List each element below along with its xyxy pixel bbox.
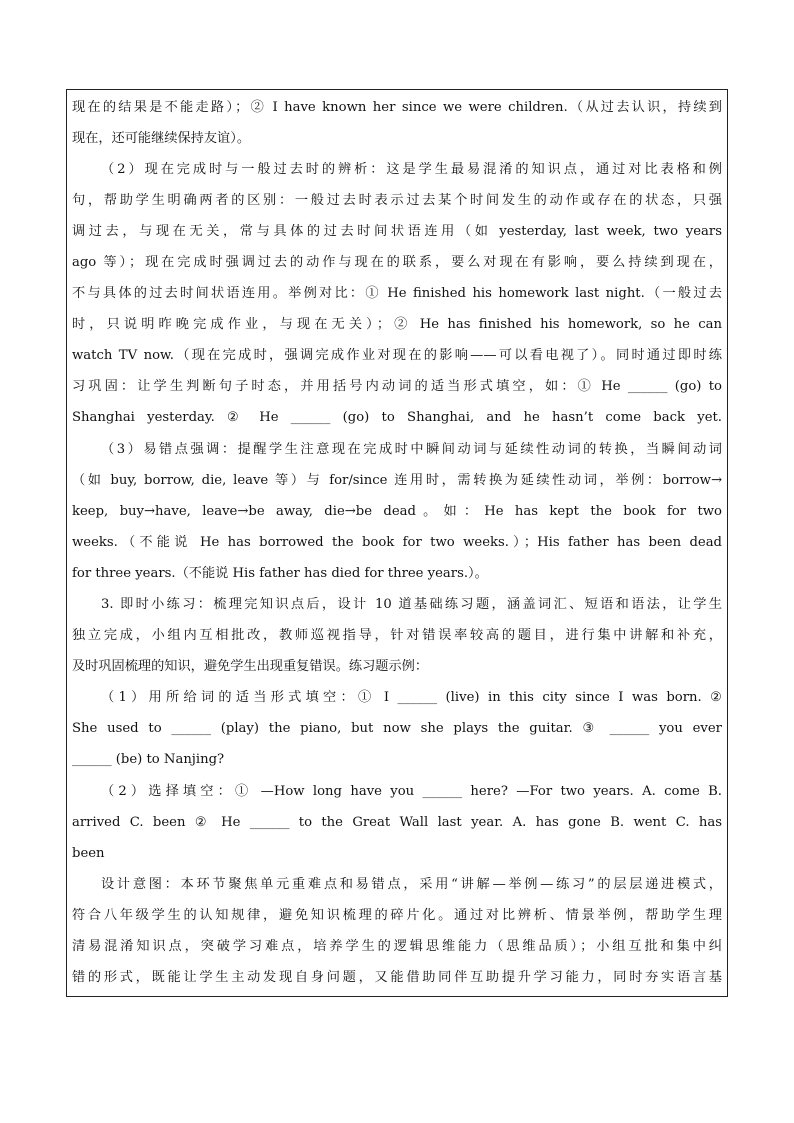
text-line-9: watch TV now.（现在完成时，强调完成作业对现在的影响——可以看电视了）。同时通过即时练	[72, 348, 722, 363]
text-line-16: for three years.（不能说 His father has died for three years.）。	[72, 566, 488, 581]
text-line-10: 习巩固：让学生判断句子时态，并用括号内动词的适当形式填空，如：① He ______ (go) to	[72, 379, 722, 394]
text-line-21: She used to ______ (play) the piano, but now she plays the guitar. ③ ______ you ever	[72, 721, 722, 736]
text-line-2: 现在，还可能继续保持友谊）。	[72, 131, 251, 146]
text-line-26: 设计意图：本环节聚焦单元重难点和易错点，采用“讲解—举例—练习”的层层递进模式，	[101, 877, 722, 892]
text-line-12: （3）易错点强调：提醒学生注意现在完成时中瞬间动词与延续性动词的转换，当瞬间动词	[101, 442, 722, 457]
text-line-8: 时，只说明昨晚完成作业，与现在无关）；② He has finished his homework, so he can	[72, 317, 722, 332]
text-line-14: keep, buy→have, leave→be away, die→be dead。如：He has kept the book for two	[72, 504, 722, 519]
text-line-19: 及时巩固梳理的知识，避免学生出现重复错误。练习题示例：	[72, 659, 429, 674]
text-line-25: been	[72, 846, 105, 861]
text-line-23: （2）选择填空：① —How long have you ______ here? —For two years. A. come B.	[101, 784, 722, 799]
text-line-29: 错的形式，既能让学生主动发现自身问题，又能借助同伴互助提升学习能力，同时夯实语言基	[72, 970, 722, 985]
text-line-18: 独立完成，小组内互相批改，教师巡视指导，针对错误率较高的题目，进行集中讲解和补充，	[72, 628, 722, 643]
text-line-1: 现在的结果是不能走路）；② I have known her since we were children.（从过去认识，持续到	[72, 100, 722, 115]
text-line-27: 符合八年级学生的认知规律，避免知识梳理的碎片化。通过对比辨析、情景举例，帮助学生理	[72, 908, 722, 923]
text-line-11: Shanghai yesterday. ② He ______ (go) to Shanghai, and he hasn’t come back yet.	[72, 410, 722, 425]
text-line-6: ago 等）；现在完成时强调过去的动作与现在的联系，要么对现在有影响，要么持续到现在，	[72, 255, 722, 270]
text-line-15: weeks.（不能说 He has borrowed the book for two weeks.）；His father has been dead	[72, 535, 722, 550]
text-line-4: 句，帮助学生明确两者的区别：一般过去时表示过去某个时间发生的动作或存在的状态，只强	[72, 193, 722, 208]
text-line-17: 3. 即时小练习：梳理完知识点后，设计 10 道基础练习题，涵盖词汇、短语和语法，让学生	[101, 597, 722, 612]
text-line-24: arrived C. been ② He ______ to the Great Wall last year. A. has gone B. went C. has	[72, 815, 722, 830]
text-line-3: （2）现在完成时与一般过去时的辨析：这是学生最易混淆的知识点，通过对比表格和例	[101, 162, 722, 177]
text-line-22: ______ (be) to Nanjing?	[72, 752, 225, 767]
text-line-13: （如 buy, borrow, die, leave 等）与 for/since 连用时，需转换为延续性动词，举例：borrow→	[72, 473, 722, 488]
text-line-28: 清易混淆知识点，突破学习难点，培养学生的逻辑思维能力（思维品质）；小组互批和集中纠	[72, 939, 722, 954]
text-line-7: 不与具体的过去时间状语连用。举例对比：① He finished his homework last night.（一般过去	[72, 286, 722, 301]
text-line-20: （1）用所给词的适当形式填空：① I ______ (live) in this city since I was born. ②	[101, 690, 722, 705]
text-line-5: 调过去，与现在无关，常与具体的过去时间状语连用（如 yesterday, last week, two years	[72, 224, 722, 239]
